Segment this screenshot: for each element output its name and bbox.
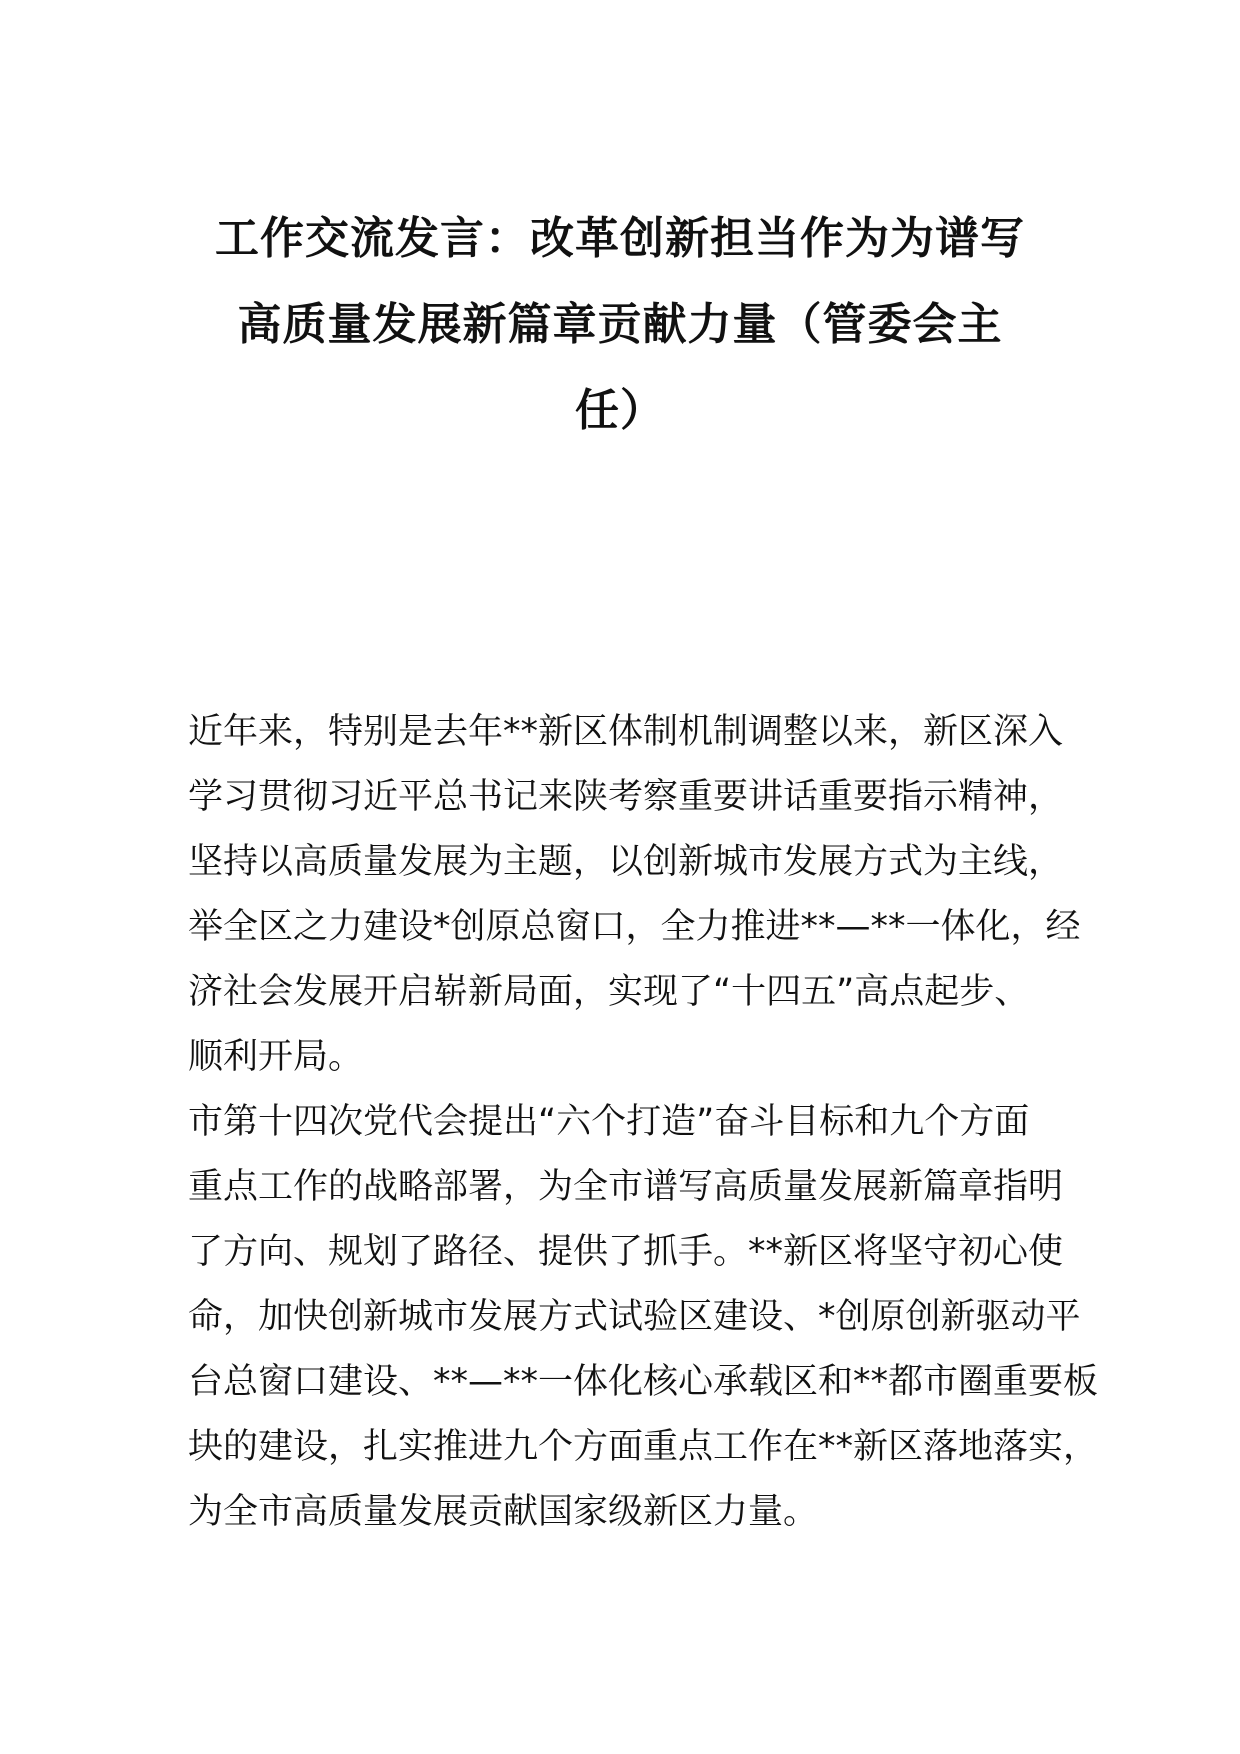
paragraph-line: 济社会发展开启崭新局面，实现了“十四五”高点起步、: [188, 972, 1030, 1012]
paragraph-line: 块的建设，扎实推进九个方面重点工作在**新区落地落实，: [188, 1427, 1099, 1467]
document-body: [188, 700, 1099, 1545]
paragraph-1: [188, 700, 1088, 1090]
paragraph-line: 为全市高质量发展贡献国家级新区力量。: [188, 1492, 819, 1532]
paragraph-line: 了方向、规划了路径、提供了抓手。**新区将坚守初心使: [188, 1232, 1064, 1272]
paragraph-line: 近年来，特别是去年**新区体制机制调整以来，新区深入: [188, 712, 1064, 752]
paragraph-line: 举全区之力建设*创原总窗口，全力推进**—**一体化，经: [188, 907, 1081, 947]
paragraph-line: 命，加快创新城市发展方式试验区建设、*创原创新驱动平: [188, 1297, 1081, 1337]
paragraph-line: 台总窗口建设、**—**一体化核心承载区和**都市圈重要板: [188, 1362, 1099, 1402]
title-line-3: 任）: [575, 385, 665, 436]
document-title: [150, 196, 1090, 454]
paragraph-line: 顺利开局。: [188, 1037, 364, 1077]
paragraph-2: [188, 1090, 1099, 1545]
paragraph-line: 市第十四次党代会提出“六个打造”奋斗目标和九个方面: [188, 1102, 1030, 1142]
paragraph-line: 重点工作的战略部署，为全市谱写高质量发展新篇章指明: [188, 1167, 1064, 1207]
title-line-2: 高质量发展新篇章贡献力量（管委会主: [237, 299, 1003, 350]
title-line-1: 工作交流发言：改革创新担当作为为谱写: [215, 213, 1025, 264]
paragraph-line: 坚持以高质量发展为主题，以创新城市发展方式为主线，: [188, 842, 1064, 882]
paragraph-line: 学习贯彻习近平总书记来陕考察重要讲话重要指示精神，: [188, 777, 1064, 817]
